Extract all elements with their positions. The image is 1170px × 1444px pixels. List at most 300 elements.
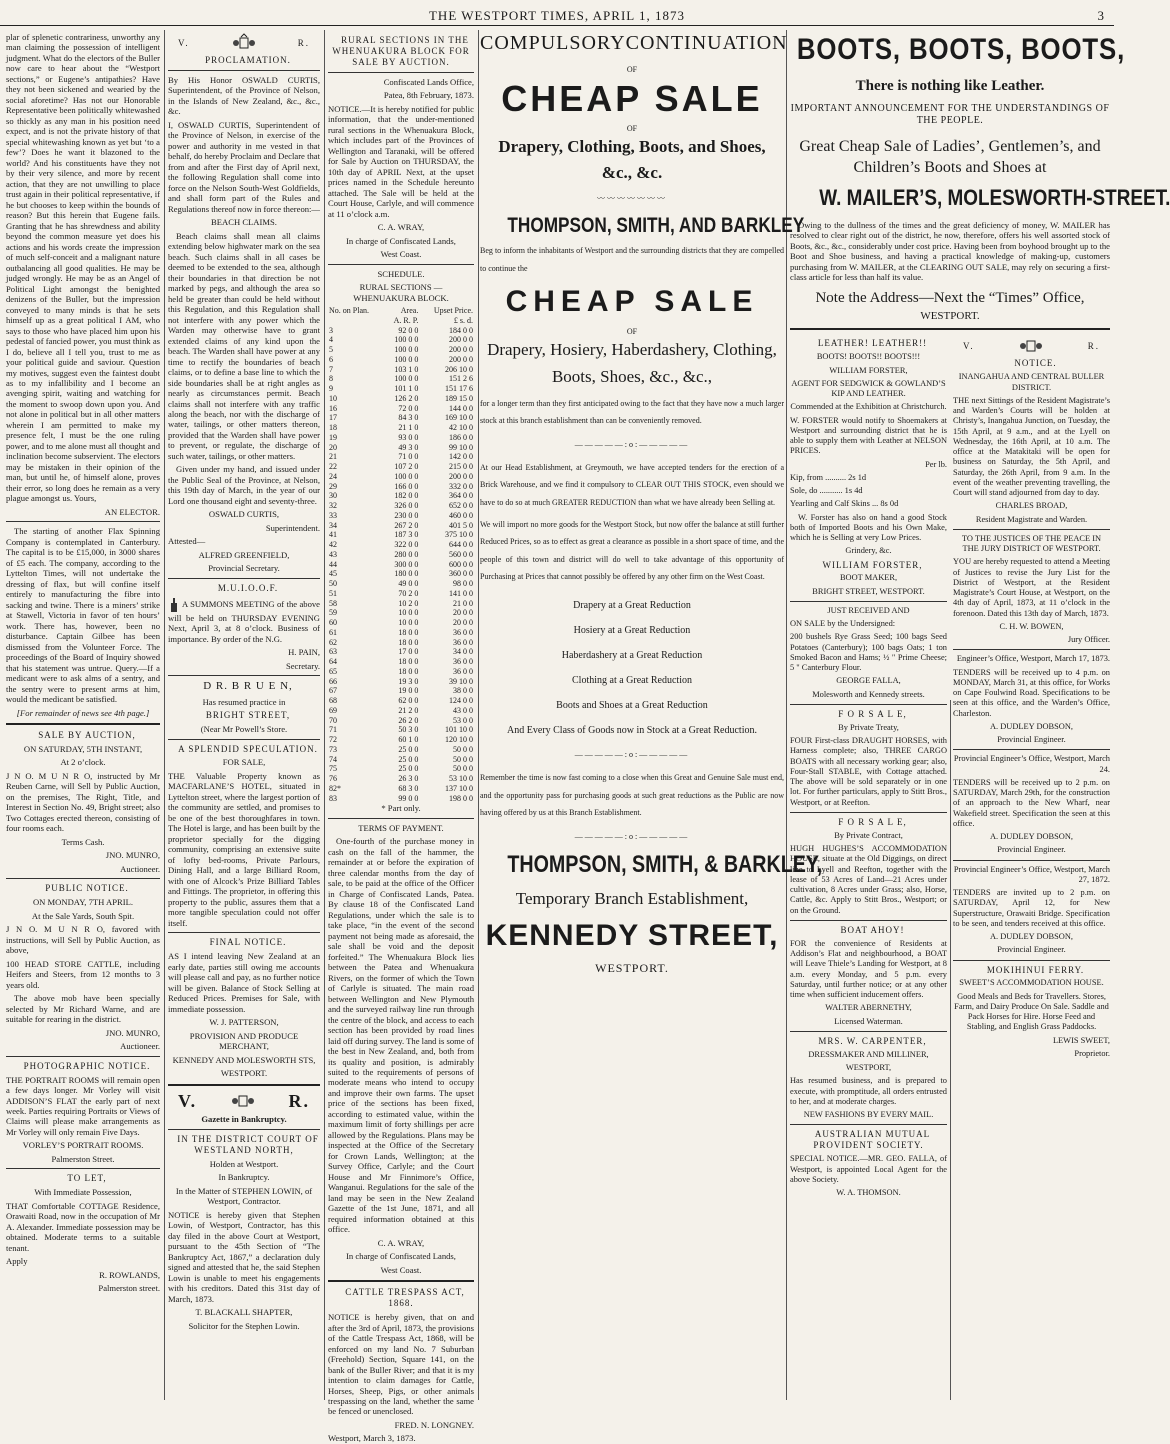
table-cell: 34: [329, 520, 337, 530]
thomson-signature: W. A. THOMSON.: [836, 1188, 901, 1198]
column-2: [168, 32, 320, 1398]
public-notice-date: ON MONDAY, 7TH APRIL.: [32, 897, 134, 908]
column-divider: [478, 30, 479, 1400]
falla-address: Molesworth and Kennedy streets.: [812, 689, 925, 699]
temporary-branch: Temporary Branch Establishment,: [515, 888, 749, 908]
table-cell: 36 0 0: [453, 657, 473, 667]
table-cell: 20: [329, 442, 337, 452]
boat-body: FOR the convenience of Residents at Addison’s Flat and neighbourhood, a BOAT will Leave Thiele’s Landing for Westport, at 8 a.m. every Monday, and 5 p.m. every Saturday, until further notice; or at any other time when sufficient inducement offers.: [790, 938, 947, 1000]
carpenter-town: WESTPORT,: [845, 1063, 892, 1073]
table-cell: 364 0 0: [449, 491, 473, 501]
justices-heading: TO THE JUSTICES OF THE PEACE IN THE JURY DISTRICT OF WESTPORT.: [961, 533, 1102, 554]
rural-sections-heading: RURAL SECTIONS IN THE WHENUAKURA BLOCK FOR SALE BY AUCTION.: [332, 35, 470, 67]
table-row: [328, 667, 474, 677]
table-row: [328, 686, 474, 696]
just-received: JUST RECEIVED AND: [827, 605, 910, 615]
signature-title: Provincial Secretary.: [208, 563, 280, 574]
bruen-street: BRIGHT STREET,: [205, 710, 291, 721]
apply: Apply: [6, 1256, 28, 1267]
mailer-body: Owing to the dullness of the times and the great deficiency of money, W. MAILER has resolved to clear right out of the district, he now, therefore, offers his well assorted stock of Boots, &c., &c., considerably under cost price. Having been from boyhood brought up to the Boot and Shoe business, and having a practical knowledge of making-up, customers purchasing from W. MAILER, at the CLEARING OUT SALE, may rely on securing a first-class article for less than half its value.: [790, 219, 1110, 283]
table-row: [328, 384, 474, 394]
for-sale-heading: F O R S A L E,: [838, 708, 907, 719]
table-cell: 72 0 0: [398, 403, 419, 413]
table-cell: 200 0 0: [449, 471, 473, 481]
divider: [953, 649, 1110, 650]
table-cell: 20 0 0: [453, 608, 473, 618]
table-cell: 42 10 0: [449, 423, 473, 433]
table-cell: 99 0 0: [398, 793, 419, 803]
table-cell: 62: [329, 637, 337, 647]
table-cell: 644 0 0: [449, 540, 473, 550]
sweet-heading: SWEET’S ACCOMMODATION HOUSE.: [959, 978, 1104, 988]
table-row: [328, 433, 474, 443]
news-text: The starting of another Flax Spinning Company is contemplated in Canterbury. The capital is to be £15,000, in 3000 shares of £5 each. The company, according to the Lyttelton Times, will not undertake the dressing of flax, but will confine itself entirely to manufacturing the fibre into sacking and twine. There is a miners’ strike at Stawell, Victoria in favor of ten hours’ work. There has, however, been no disturbance. Captain Gilbee has been dismissed from the Volunteer Force. The proceedings of the Board of Inquiry showed that his statement was untrue. Query.—If a medicant were to ask alms of a sentry, and the sentry were to present arms at him, would the medicant be satisfied.: [6, 526, 160, 705]
table-row: [328, 462, 474, 472]
price-kip: Kip, from .......... 2s 1d: [790, 472, 867, 482]
portrait-rooms: VORLEY’S PORTRAIT ROOMS.: [22, 1140, 144, 1151]
table-cell: 200 0 0: [449, 354, 473, 364]
column-3: [328, 32, 474, 1444]
beg-text: Beg to inform the inhabitants of Westport and the surrounding districts that they are compelled to continue the: [480, 246, 784, 273]
table-cell: 21 2 0: [398, 705, 419, 715]
forster-address: BRIGHT STREET, WESTPORT.: [812, 586, 925, 596]
cattle-trespass-heading: CATTLE TRESPASS ACT, 1868.: [345, 1287, 465, 1309]
table-row: [328, 423, 474, 433]
of-label: OF: [626, 65, 638, 74]
mailer-address: W. MAILER’S, MOLESWORTH-STREET.: [819, 184, 1170, 210]
portrait-place: Palmerston Street.: [51, 1153, 115, 1164]
proclamation-body: I, OSWALD CURTIS, Superintendent of the Province of Nelson, in exercise of the power and authority in me vested in that behalf, do hereby Proclaim and Declare that from and after the First day of April next, the following Regulation shall come into force on the Nelson South-West Goldfields, and shall form part of the Rules and Regulations thereof now in force thereon:—: [168, 119, 321, 214]
gazette-heading: Gazette in Bankruptcy.: [201, 1114, 287, 1125]
table-row: [328, 413, 474, 423]
table-row: [328, 345, 474, 355]
table-cell: 33: [329, 510, 337, 520]
table-row: [328, 491, 474, 501]
table-cell: 38 0 0: [453, 686, 473, 696]
table-row: [328, 794, 474, 804]
signature: JNO. MUNRO,: [105, 1027, 160, 1038]
table-cell: 36 0 0: [453, 666, 473, 676]
etc-line: &c., &c.: [601, 163, 663, 182]
table-cell: 53 0 0: [453, 715, 473, 725]
divider: [168, 1129, 320, 1130]
table-cell: 39 10 0: [449, 676, 473, 686]
reduction-line: Clothing at a Great Reduction: [572, 674, 692, 686]
table-cell: 18 0 0: [398, 637, 419, 647]
firm-name-2: THOMPSON, SMITH, & BARKLEY,: [507, 850, 823, 878]
table-cell: 142 0 0: [449, 452, 473, 462]
speculation-body: THE Valuable Property known as MACFARLANE’S HOTEL, situated in Lyttelton street, where the largest portion of the community are settled, and promises to be one of the best thoroughfares in town. The Hotel is large, and has been built by the proprietor specially for the digging community, comprising an extensive suite of lofty bed-rooms, Private Parlours, Dining Hall, and a large Billiard Room, with one of Alcock’s Prize Billiard Tables and Fittings. The proprietor, in offering this property to the public, assures them that a more tangible speculation could not offer itself.: [168, 770, 320, 928]
table-cell: 101 1 0: [394, 384, 419, 394]
bruen-near: (Near Mr Powell’s Store.: [200, 724, 288, 735]
new-fashions: NEW FASHIONS BY EVERY MAIL.: [803, 1110, 934, 1120]
for-sale-heading-2: F O R S A L E,: [838, 816, 907, 827]
signature-place: West Coast.: [380, 249, 422, 260]
bowen-signature: C. H. W. BOWEN,: [999, 621, 1064, 631]
table-cell: 30: [329, 491, 337, 501]
table-cell: 66: [329, 676, 337, 686]
court-matter: In the Matter of STEPHEN LOWIN, of Westport, Contractor.: [175, 1185, 313, 1207]
letter-text: plar of splenetic contrariness, unworthy any man claiming the possession of intelligent judgment. What do the electors of the Buller now care to hear about the “Westport sections,” or Eugene’s antipathies? Have they not been sickened and wearied by the social aforetime? Has not our Honorable Representative been politically whitewashed so thickly as any man in his position need expect, and is not the private history of that special whitewashing known as yet but ‘to a few’? Does he want it blazoned to the world? And his constituents have they not by their very silence, and more by recent action, that they are not unwilling to place trust again in their political representative, if he but chooses to keep within the bounds of reason? But this herein that Eugene fails. Granting that he has shrewdness and ability beyond the common measure yet does his actions and his words create the impression of much self-conceit and a malignant nature outbalancing all good qualities. He may be judged wrongly. He may be as an Angel of Political Light amongst the benighted denizens of the Buller, but the impression conveyed to many minds is that he sets himself up as a great political I AM, who says to those who have placed him upon his pedestal of fancied power, you must think as I do, believe all I tell you, trust to me as your political guide and saviour. Question my motives, suggest even the faintest doubt as to my infallibility and I become an avenging spirit, waiting and watching for the moment to swoop down upon you. And not alone in political but in all other matters wherein I am permitted to make my presence felt, I must be the one ruling power, and to me alone must all thought and inclination become subservient. The electors may be mistaken in their opinion of the man, but until he, of himself alone, proves their error, so long does he remain as a very plague amongst us. Yours,: [6, 32, 160, 504]
table-cell: 100 0 0: [394, 345, 419, 355]
cattle-line: 100 HEAD STORE CATTLE, including Heifers and Steers, from 12 months to 3 years old.: [6, 958, 160, 990]
table-cell: 107 2 0: [394, 462, 419, 472]
broad-title: Resident Magistrate and Warden.: [975, 514, 1088, 524]
carpenter-trade: DRESSMAKER AND MILLINER,: [808, 1049, 929, 1059]
reduction-line: And Every Class of Goods now in Stock at a Great Reduction.: [507, 724, 757, 736]
cheap-sale-heading: CHEAP SALE: [501, 78, 763, 119]
beach-claims-body: Beach claims shall mean all claims extending below highwater mark on the sea beach. Such claims shall in all cases be deemed to be extended to the sea, although their boundaries in that direction be not marked by pegs, and although the area so held be greater than could be held without this Regulation, and this Regulation shall not interfere with any power which the Warden may otherwise have to grant extended claims of any kind upon the beach. The Warden shall have power at any time to rectify the boundaries of beach claims, or to define a base line to which the side boundaries shall be at right angles as nearly as circumstances permit. Beach claims shall not interfere with any traffic along the beach, nor with the discharge of water, tailings, or other matters thereon, provided that the Warden shall have power to prevent, or regulate, the discharge of such water, tailings, or other matters.: [168, 230, 320, 461]
office-line: Confiscated Lands Office,: [383, 76, 474, 87]
table-cell: 8: [329, 374, 333, 384]
table-header: Area.: [400, 306, 419, 316]
photographic-heading: PHOTOGRAPHIC NOTICE.: [23, 1060, 151, 1071]
reduction-line: Hosiery at a Great Reduction: [573, 624, 691, 636]
inangahua-body: THE next Sittings of the Resident Magistrate’s and Warden’s Courts will be holden at Christy’s, Inangahua Junction, on Tuesday, the 15th April, at 9 a.m., and at the Lyell on Wednesday, the 16th April, at 10 a.m. The office at the Matakitaki will be open for business on Saturday, the 5th April, and Saturday, the 26th April, from 9 a.m. In the event of the weather preventing travelling, the Court will stand adjourned from day to day.: [953, 395, 1110, 498]
table-cell: 61: [329, 627, 337, 637]
attested: Attested—: [168, 536, 206, 547]
table-cell: 92 0 0: [398, 325, 419, 335]
masthead-title: THE WESTPORT TIMES, APRIL 1, 1873: [428, 8, 685, 23]
table-cell: 60 1 0: [398, 735, 419, 745]
sale-date: ON SATURDAY, 5TH INSTANT,: [23, 743, 143, 754]
table-row: [328, 511, 474, 521]
divider: [790, 704, 947, 705]
table-cell: 18 0 0: [398, 627, 419, 637]
table-row: [328, 335, 474, 345]
table-cell: 71: [329, 725, 337, 735]
coat-of-arms-icon: [231, 34, 257, 52]
table-row: [328, 696, 474, 706]
table-cell: 84 3 0: [398, 413, 419, 423]
column-1: [6, 32, 160, 1398]
table-subheader-row: [328, 316, 474, 326]
table-cell: 70 2 0: [398, 588, 419, 598]
remember-text: Remember the time is now fast coming to a close when this Great and Genuine Sale must end, and the opportunity pass for purchasing goods at such great reductions as the Public are now having offered by us at this Branch Establishment.: [480, 772, 784, 818]
table-cell: 99 10 0: [449, 442, 473, 452]
signature: JNO. MUNRO,: [105, 850, 160, 861]
price-sole: Sole, do ........... 1s 4d: [790, 486, 863, 496]
table-cell: 44: [329, 559, 337, 569]
table-row: [328, 404, 474, 414]
table-cell: 21 1 0: [398, 423, 419, 433]
for-sale-body-2: HUGH HUGHES’S ACCOMMODATION HOUSE, situate at the Old Diggings, on direct line to Lyell and Reefton, together with the lease of 53 Acres of Land—21 Acres under cultivation, 8 Acres under Grass; also, Horse, Cattle, &c. Apply to Stitt Bros., Westport; or on the Ground.: [790, 844, 947, 915]
table-cell: 322 0 0: [394, 540, 419, 550]
table-cell: 53 10 0: [449, 774, 473, 784]
table-cell: 326 0 0: [394, 501, 419, 511]
boat-heading: BOAT AHOY!: [840, 924, 905, 935]
head-establishment-text: At our Head Establishment, at Greymouth, we have accepted tenders for the erection of a Brick Warehouse, and we find it compulsory to CLEAR OUT THIS STOCK, even should we have to do so at much GREATER REDUCTION than what we have already been Selling at.: [480, 462, 784, 507]
table-cell: 151 17 6: [445, 384, 473, 394]
table-row: [328, 677, 474, 687]
divider: [6, 878, 160, 879]
table-cell: 100 0 0: [394, 335, 419, 345]
signature: FRED. N. LONGNEY.: [394, 1419, 474, 1430]
table-cell: 83: [329, 793, 337, 803]
signature-title: Secretary.: [285, 660, 320, 671]
table-cell: 137 10 0: [445, 783, 473, 793]
divider: [790, 1031, 947, 1032]
table-row: [328, 784, 474, 794]
sale-heading: SALE BY AUCTION,: [38, 730, 136, 740]
photographic-body: THE PORTRAIT ROOMS will remain open a few days longer. Mr Vorley will visit ADDISON’S FLAT the early part of next week. Parties requiring Portraits or Views of Claims will please make arrangements as Mr Vorley will only remain Five Days.: [6, 1074, 160, 1137]
cattle-description: The above mob have been specially selected by Mr Richard Warne, and are suitable for rearing in the district.: [6, 993, 160, 1025]
price-yearling: Yearling and Calf Skins ... 8s 0d: [790, 499, 899, 509]
signature-address: KENNEDY AND MOLESWORTH STS,: [172, 1054, 316, 1065]
table-cell: 20 0 0: [453, 618, 473, 628]
table-cell: 103 1 0: [394, 364, 419, 374]
speculation-heading: A SPLENDID SPECULATION.: [178, 743, 318, 754]
table-header: Upset Price.: [433, 306, 473, 316]
public-notice-heading: PUBLIC NOTICE.: [45, 883, 129, 894]
schedule-sub: RURAL SECTIONS — WHENUAKURA BLOCK.: [353, 282, 449, 303]
goods-line-2: Drapery, Hosiery, Haberdashery, Clothing, Boots, Shoes, &c., &c.,: [487, 340, 777, 387]
table-cell: 180 0 0: [394, 569, 419, 579]
proclamation-intro: By His Honor OSWALD CURTIS, Superintendent, of the Province of Nelson, in the Islands of New Zealand, &c., &c., &c.: [168, 74, 320, 117]
forster-name: WILLIAM FORSTER,: [829, 365, 908, 375]
table-cell: 60: [329, 618, 337, 628]
column-5-left: [790, 335, 947, 1201]
broad-signature: CHARLES BROAD,: [995, 501, 1068, 511]
boots-heading: BOOTS, BOOTS, BOOTS,: [796, 33, 1126, 66]
table-cell: 63: [329, 647, 337, 657]
table-cell: 71 0 0: [398, 452, 419, 462]
table-cell: 6: [329, 354, 333, 364]
table-row: [328, 735, 474, 745]
divider: [328, 818, 474, 819]
proclamation-heading: PROCLAMATION.: [205, 55, 291, 65]
crest-v: V.: [963, 340, 975, 351]
table-cell: 68 3 0: [398, 783, 419, 793]
signature: H. PAIN,: [288, 647, 320, 658]
signature-town: WESTPORT.: [220, 1068, 268, 1079]
table-cell: 652 0 0: [449, 501, 473, 511]
cheap-sale-heading-2: CHEAP SALE: [505, 285, 759, 319]
table-cell: 3: [329, 325, 333, 335]
divider: [6, 723, 160, 725]
terms-body: One-fourth of the purchase money in cash on the fall of the hammer, the remainder at or before the expiration of three calendar months from the day of sale, to be paid at the office of the Officer in Charge of Confiscated Lands, Patea. By clause 18 of the Confiscated Land Regulations, under which the sale is to take place, “in the event of the second payment not being made as aforesaid, the sale shall be void and the deposit forfeited.” The Whenuakura Block lies between the Patea and Whenuakura Rivers, on the former of which the Town of Carlyle is situated. The main road between Wellington and New Plymouth and the surveyed railway line run through the centre of the block, and access to each section has been provided by road lines laid off during survey. The land is some of the best in New Zealand, and, both from its quality and position, is admirably suited to the requirements of persons of moderate means who intend to occupy and improve their own farms. The upset price of the sections has been fixed, according to estimated value, within the maximum limit of forty shillings per acre allowed by the Regulations. Plans may be inspected at the Office of the Secretary for Crown Lands, Wellington; at the Survey Office, Carlyle; and the Court House and Mr Finnimore’s Office, Wanganui. Regulations for the sale of the land may be seen in the New Zealand Gazette of the 1st June, 1871, and all required information obtained at this office.: [328, 836, 474, 1235]
public-notice-place: At the Sale Yards, South Spit.: [31, 910, 135, 921]
table-cell: 64: [329, 657, 337, 667]
advert-title-right: CONTINUATION: [625, 32, 788, 54]
grindery: Grindery, &c.: [845, 546, 892, 556]
office-date: Patea, 8th February, 1873.: [383, 90, 474, 101]
table-row: [328, 774, 474, 784]
table-cell: 16: [329, 403, 337, 413]
bruen-body: Has resumed practice in: [202, 696, 286, 707]
gazette-crest: [168, 1091, 320, 1113]
table-cell: 18: [329, 423, 337, 433]
justices-body: YOU are hereby requested to attend a Meeting of Justices to revise the Jury List for the District of Westport, at the Resident Magistrate’s Court House, at Westport, on the 4th day of April, 1873, at 11 o’clock in the forenoon. Dated this 13th day of March, 1873.: [953, 557, 1110, 618]
ornament: 〰〰〰〰〰〰〰: [597, 194, 667, 203]
table-cell: 26 2 0: [398, 715, 419, 725]
table-cell: 166 0 0: [394, 481, 419, 491]
table-row: [328, 394, 474, 404]
table-row: [328, 530, 474, 540]
table-cell: 21: [329, 452, 337, 462]
signature-place: West Coast.: [380, 1264, 422, 1275]
on-sale: ON SALE by the Undersigned:: [790, 619, 896, 629]
signature: C. A. WRAY,: [377, 1237, 425, 1248]
table-cell: 5: [329, 345, 333, 355]
table-cell: 21 0 0: [453, 598, 473, 608]
table-cell: 10: [329, 393, 337, 403]
ornament: —————:o:—————: [574, 831, 690, 841]
table-cell: 36 0 0: [453, 637, 473, 647]
divider: [168, 1084, 320, 1086]
abernethy-signature: WALTER ABERNETHY,: [825, 1003, 912, 1013]
ornament: —————:o:—————: [574, 749, 690, 759]
table-cell: 206 10 0: [445, 364, 473, 374]
table-cell: 18 0 0: [398, 666, 419, 676]
nothing-like-leather: There is nothing like Leather.: [855, 77, 1045, 94]
table-row: [328, 443, 474, 453]
westport: WESTPORT.: [595, 960, 669, 975]
table-cell: 34 0 0: [453, 647, 473, 657]
table-cell: 9: [329, 384, 333, 394]
for-sale-sub-2: By Private Contract,: [834, 830, 903, 840]
for-sale-sub: By Private Treaty,: [838, 722, 899, 732]
table-cell: 184 0 0: [449, 325, 473, 335]
engineer-office-3: Provincial Engineer’s Office, Westport, March 27, 1872.: [953, 864, 1110, 884]
table-row: [328, 647, 474, 657]
table-row: [328, 365, 474, 375]
table-cell: 267 2 0: [394, 520, 419, 530]
lewis-title: Proprietor.: [1074, 1048, 1110, 1058]
table-cell: 49 0 0: [398, 579, 419, 589]
abernethy-title: Licensed Waterman.: [834, 1016, 903, 1026]
speculation-sub: FOR SALE,: [222, 757, 266, 768]
crest-r: R.: [1087, 340, 1100, 351]
advert-title-left: COMPULSORY: [480, 32, 626, 54]
sweet-body: Good Meals and Beds for Travellers. Stores, Farm, and Dairy Produce On Sale. Saddle and Pack Horses for Hire. Horse Feed and Stabling, and English Grass Paddocks.: [954, 991, 1109, 1032]
table-cell: 24: [329, 471, 337, 481]
table-cell: 59: [329, 608, 337, 618]
table-row: [328, 540, 474, 550]
divider: [168, 739, 320, 740]
carpenter-body: Has resumed business, and is prepared to execute, with promptitude, all orders entrusted to her, and at moderate charges.: [790, 1076, 947, 1106]
table-cell: 151 2 6: [449, 374, 473, 384]
lewis-signature: LEWIS SWEET,: [1052, 1035, 1110, 1045]
table-cell: 29: [329, 481, 337, 491]
page-number: 3: [1097, 8, 1104, 23]
muioof-body: [168, 597, 320, 644]
bowen-title: Jury Officer.: [1067, 635, 1110, 645]
divider: [168, 675, 320, 676]
table-row: [328, 755, 474, 765]
table-cell: 332 0 0: [449, 481, 473, 491]
final-notice-body: AS I intend leaving New Zealand at an early date, parties still owing me accounts will please call and pay, as no further notice will be given. Balance of Stock Selling at Reduced Prices. Premises for Sale, with immediate possession.: [168, 951, 320, 1014]
table-cell: 50 0 0: [453, 754, 473, 764]
table-cell: 7: [329, 364, 333, 374]
divider: [328, 1280, 474, 1282]
engineer-office-2: Provincial Engineer’s Office, Westport, March 24.: [953, 754, 1110, 774]
schedule-table-body: [328, 326, 474, 804]
signature: T. BLACKALL SHAPTER,: [195, 1307, 293, 1318]
table-cell: 17: [329, 413, 337, 423]
table-cell: 10 0 0: [398, 608, 419, 618]
divider: [790, 328, 1110, 330]
thompson-smith-advert: [480, 32, 823, 1398]
table-cell: 74: [329, 754, 337, 764]
firm-name: THOMPSON, SMITH, AND BARKLEY: [507, 214, 805, 237]
table-cell: 120 10 0: [445, 735, 473, 745]
table-cell: 41: [329, 530, 337, 540]
table-cell: 50: [329, 579, 337, 589]
table-row: [328, 472, 474, 482]
letter-signature: AN ELECTOR.: [104, 506, 160, 517]
table-cell: 72: [329, 735, 337, 745]
signature-title: In charge of Confiscated Lands,: [346, 1251, 456, 1262]
royal-crest: [168, 34, 320, 52]
longer-text: for a longer term than they first anticipated owing to the fact that they have now a much larger stock at this branch establishment than can be conveniently removed.: [480, 398, 784, 426]
divider: [790, 601, 947, 602]
table-cell: 19 0 0: [398, 686, 419, 696]
forster-commended: Commended at the Exhibition at Christchurch.: [790, 402, 947, 412]
tender-3-body: TENDERS are invited up to 2 p.m. on SATURDAY, April 12, for New Superstructure, Orawaiti Bridge. Specification to be seen, and tenders received at this office.: [953, 888, 1110, 928]
dobson-title: Provincial Engineer.: [997, 945, 1066, 955]
tender-1-body: TENDERS will be received up to 4 p.m. on MONDAY, March 31, at this office, for Works on Cape Foulwind Road. Specifications to be seen at this office, and the Warden’s Office, Charleston.: [953, 667, 1110, 718]
reduction-line: Boots and Shoes at a Great Reduction: [556, 699, 708, 711]
table-cell: 36 0 0: [453, 627, 473, 637]
table-cell: 280 0 0: [394, 549, 419, 559]
signature-title: Palmerston street.: [98, 1283, 160, 1294]
goods-line: Drapery, Clothing, Boots, and Shoes,: [498, 137, 766, 156]
muioof-heading: M.U.I.O.O.F.: [217, 582, 279, 593]
table-cell: 43: [329, 549, 337, 559]
table-row: [328, 706, 474, 716]
coat-of-arms-icon: [230, 1092, 256, 1110]
column-divider: [324, 30, 325, 1400]
table-cell: 401 5 0: [449, 520, 473, 530]
divider: [953, 860, 1110, 861]
table-cell: 50 0 0: [453, 764, 473, 774]
notice-heading: NOTICE.: [1014, 358, 1057, 369]
table-cell: 32: [329, 501, 337, 511]
crest-v: V.: [178, 37, 190, 48]
table-cell: 18 0 0: [398, 657, 419, 667]
table-row: [328, 569, 474, 579]
table-cell: 93 0 0: [398, 432, 419, 442]
cattle-trespass-body: NOTICE is hereby given, that on and after the 3rd of April, 1873, the provisions of the Cattle Trespass Act, 1868, will be enforced on my land No. 7 Suburban (Freehold) Section, Square 141, on the bank of the Buller River; and that it is my intention to claim damages for Cattle, Horses, Sheep, Pigs, or other animals trespassing on the land, whether the same be fenced or unenclosed.: [328, 1312, 474, 1417]
court-heading: IN THE DISTRICT COURT OF WESTLAND NORTH,: [177, 1133, 319, 1155]
table-cell: 169 10 0: [445, 413, 473, 423]
divider: [328, 72, 474, 73]
signature-title: Solicitor for the Stephen Lowin.: [188, 1320, 300, 1331]
column-5-right: [953, 335, 1110, 1201]
table-cell: 49 3 0: [398, 442, 419, 452]
divider: [328, 264, 474, 265]
table-cell: 360 0 0: [449, 569, 473, 579]
divider: [790, 920, 947, 921]
dobson-signature: A. DUDLEY DOBSON,: [990, 721, 1073, 731]
table-cell: 73: [329, 744, 337, 754]
of-label: OF: [626, 327, 638, 337]
table-cell: 182 0 0: [394, 491, 419, 501]
signature: OSWALD CURTIS,: [208, 509, 280, 520]
column-5: [790, 32, 1170, 1398]
table-cell: 100 0 0: [394, 354, 419, 364]
forster-trade: BOOT MAKER,: [839, 573, 898, 583]
crest-v: V.: [178, 1090, 198, 1111]
signature-title: Superintendent.: [265, 522, 320, 533]
ornament: —————:o:—————: [574, 439, 690, 449]
table-cell: 10 0 0: [398, 618, 419, 628]
divider: [168, 932, 320, 933]
column-divider: [164, 30, 165, 1400]
part-note: * Part only.: [381, 803, 421, 814]
import-text: We will import no more goods for the Westport Stock, but now offer the balance at still further Reduced Prices, so as to effect as great a clearance as possible in a short space of time, and the people of this town and district will do well to take advantage of this opportunity of Purchasing at Prices that cannot possibly be offered by any other firm on the West Coast.: [480, 519, 784, 582]
